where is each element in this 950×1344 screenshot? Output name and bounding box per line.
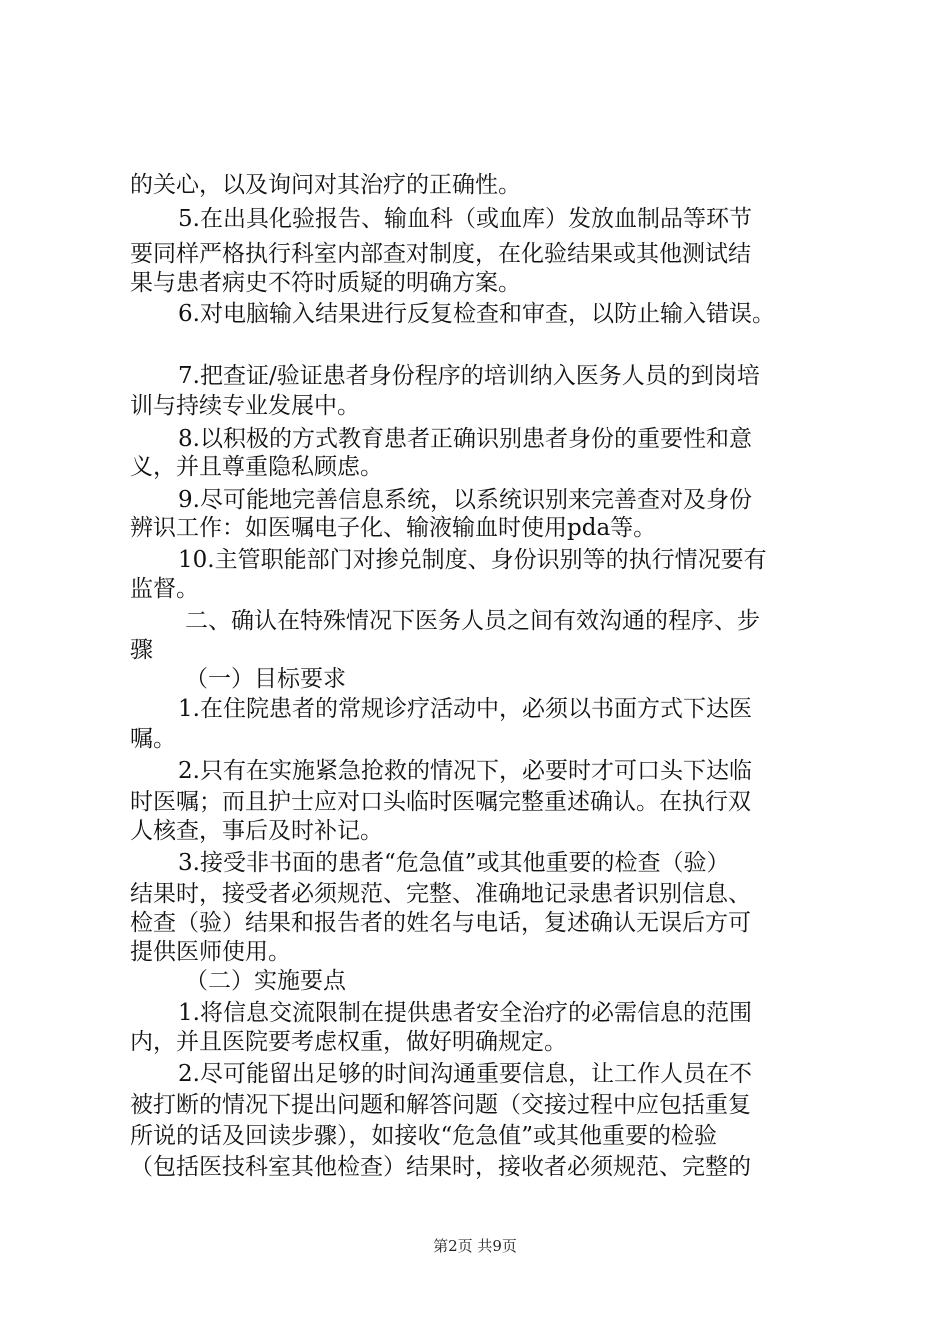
text-line: 2.只有在实施紧急抢救的情况下，必要时才可口头下达临	[178, 758, 752, 784]
text-line: 要同样严格执行科室内部查对制度，在化验结果或其他测试结	[130, 241, 751, 267]
subsection-heading: （二）实施要点	[185, 968, 346, 994]
text-line: 5.在出具化验报告、输血科（或血库）发放血制品等环节	[178, 206, 752, 232]
text-line: 被打断的情况下提出问题和解答问题（交接过程中应包括重复	[130, 1092, 751, 1118]
text-line: 嘱。	[130, 726, 176, 752]
page-number-footer: 第2页 共9页	[433, 1237, 517, 1255]
text-line: 提供医师使用。	[130, 939, 291, 965]
text-line: 1.将信息交流限制在提供患者安全治疗的必需信息的范围	[178, 1000, 752, 1026]
text-line: 辨识工作：如医嘱电子化、输液输血时使用pda等。	[130, 515, 657, 541]
subsection-heading: （一）目标要求	[185, 666, 346, 692]
text-line: 的关心，以及询问对其治疗的正确性。	[130, 172, 521, 198]
text-line: 果与患者病史不符时质疑的明确方案。	[130, 270, 521, 296]
text-line: 8.以积极的方式教育患者正确识别患者身份的重要性和意	[178, 426, 752, 452]
text-line: 监督。	[130, 576, 199, 602]
text-line: 时医嘱；而且护士应对口头临时医嘱完整重述确认。在执行双	[130, 789, 751, 815]
text-line: 9.尽可能地完善信息系统，以系统识别来完善查对及身份	[178, 487, 752, 513]
text-line: 7.把查证/验证患者身份程序的培训纳入医务人员的到岗培	[178, 363, 760, 389]
text-line: 人核查，事后及时补记。	[130, 818, 383, 844]
text-line: 1.在住院患者的常规诊疗活动中，必须以书面方式下达医	[178, 696, 752, 722]
text-line: 内，并且医院要考虑权重，做好明确规定。	[130, 1029, 567, 1055]
text-line: 10.主管职能部门对掺兑制度、身份识别等的执行情况要有	[178, 547, 767, 573]
text-line: 结果时，接受者必须规范、完整、准确地记录患者识别信息、	[130, 881, 751, 907]
section-heading: 二、确认在特殊情况下医务人员之间有效沟通的程序、步	[185, 608, 760, 634]
text-line: 2.尽可能留出足够的时间沟通重要信息，让工作人员在不	[178, 1061, 752, 1087]
text-line: 3.接受非书面的患者“危急值”或其他重要的检查（验）	[178, 850, 730, 876]
text-line: 检查（验）结果和报告者的姓名与电话，复述确认无误后方可	[130, 910, 751, 936]
text-line: 所说的话及回读步骤），如接收“危急值”或其他重要的检验	[130, 1123, 718, 1149]
text-line: （包括医技科室其他检查）结果时，接收者必须规范、完整的	[130, 1154, 751, 1180]
section-heading: 骤	[130, 637, 153, 663]
text-line: 6.对电脑输入结果进行反复检查和审查，以防止输入错误。	[178, 301, 775, 327]
text-line: 训与持续专业发展中。	[130, 393, 360, 419]
text-line: 义，并且尊重隐私顾虑。	[130, 454, 383, 480]
